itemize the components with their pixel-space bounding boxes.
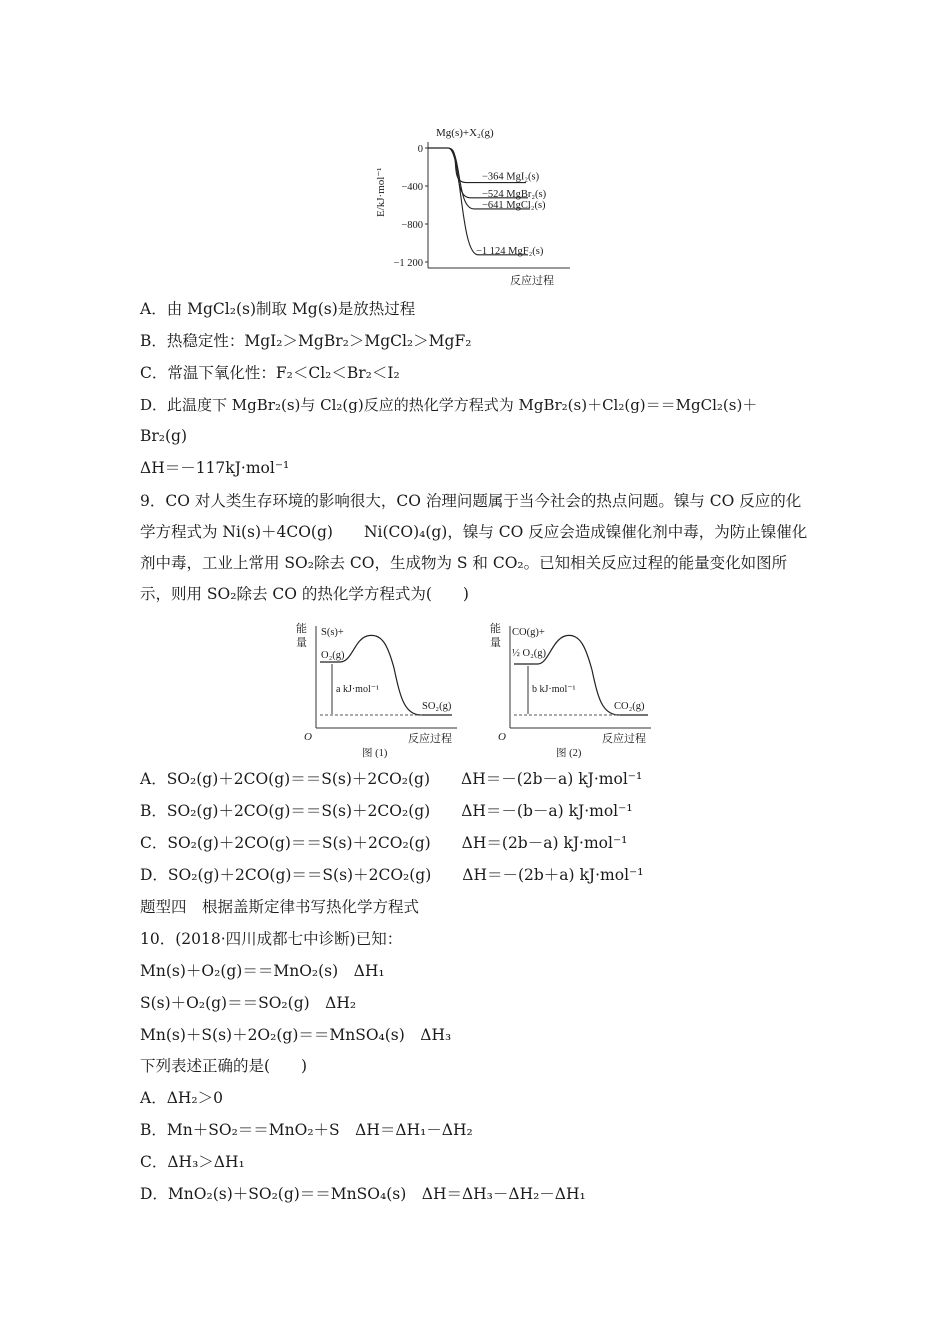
- q10-option-d: D．MnO₂(s)＋SO₂(g)＝＝MnSO₄(s) ΔH＝ΔH₃－ΔH₂－ΔH₁: [140, 1185, 586, 1203]
- fig1-tick-label: −400: [401, 182, 423, 193]
- q9-option-b: B．SO₂(g)＋2CO(g)＝＝S(s)＋2CO₂(g) ΔH＝－(b－a) kJ·mol⁻¹: [140, 802, 633, 820]
- fig1-title: Mg(s)+X₂(g): [436, 127, 494, 139]
- q8-option-c: C．常温下氧化性：F₂＜Cl₂＜Br₂＜I₂: [140, 364, 400, 382]
- fig-a-ylabel-2: 量: [296, 637, 307, 649]
- q10-equation-3: Mn(s)＋S(s)＋2O₂(g)＝＝MnSO₄(s) ΔH₃: [140, 1026, 452, 1044]
- fig-a-reactant-2: O₂(g): [321, 650, 345, 661]
- fig1-curve-label: −524 MgBr₂(s): [482, 188, 547, 200]
- q10-stem: 10．(2018·四川成都七中诊断)已知：: [140, 930, 403, 948]
- section-heading: 题型四 根据盖斯定律书写热化学方程式: [140, 898, 420, 916]
- fig-s-o2-svg: [292, 618, 467, 760]
- fig1-curve-label: −364 MgI₂(s): [482, 171, 540, 183]
- fig1-tick-label: 0: [417, 144, 423, 155]
- q10-option-a: A．ΔH₂＞0: [140, 1089, 223, 1107]
- q10-equation-2: S(s)＋O₂(g)＝＝SO₂(g) ΔH₂: [140, 994, 357, 1012]
- fig-b-energy: b kJ·mol⁻¹: [532, 684, 576, 695]
- q10-option-b: B．Mn＋SO₂＝＝MnO₂＋S ΔH＝ΔH₁－ΔH₂: [140, 1121, 473, 1139]
- fig-a-product: SO₂(g): [422, 701, 452, 712]
- fig-b-product: CO₂(g): [614, 701, 645, 712]
- fig1-tick-label: −1 200: [393, 258, 423, 269]
- q9-option-a: A．SO₂(g)＋2CO(g)＝＝S(s)＋2CO₂(g) ΔH＝－(2b－a) kJ·mol⁻¹: [140, 770, 643, 788]
- fig-co-o2-energy: [486, 618, 661, 760]
- fig-s-o2-energy: [292, 618, 467, 760]
- q10-prompt: 下列表述正确的是( ): [140, 1057, 308, 1075]
- fig-a-caption: 图 (1): [362, 748, 388, 759]
- q8-option-a: A．由 MgCl₂(s)制取 Mg(s)是放热过程: [140, 300, 416, 318]
- fig-b-ylabel-2: 量: [490, 637, 501, 649]
- q9-option-d: D．SO₂(g)＋2CO(g)＝＝S(s)＋2CO₂(g) ΔH＝－(2b＋a) kJ·mol⁻¹: [140, 866, 644, 884]
- fig-b-caption: 图 (2): [556, 748, 582, 759]
- fig1-ticks: [393, 144, 428, 269]
- fig-b-ylabel-1: 能: [490, 623, 501, 635]
- fig-b-reactant-2: ½ O₂(g): [512, 648, 546, 659]
- q8-option-d-line2: Br₂(g): [140, 427, 188, 445]
- fig1-xlabel: 反应过程: [510, 275, 554, 287]
- fig1-tick-label: −800: [401, 220, 423, 231]
- fig-co-o2-svg: [486, 618, 661, 760]
- mg-halide-energy-figure: [370, 122, 590, 292]
- q10-option-c: C．ΔH₃＞ΔH₁: [140, 1153, 245, 1171]
- fig-a-ylabel-1: 能: [296, 623, 307, 635]
- q9-stem: 9．CO 对人类生存环境的影响很大，CO 治理问题属于当今社会的热点问题。镍与 CO 反应的化学方程式为 Ni(s)＋4CO(g) Ni(CO)₄(g)，镍与 CO 反应会造成镍催化剂中毒，为防止镍催化剂中毒，工业上常用 SO₂除去 CO，生成物为 S 和 CO₂。已知相关反应过程的能量变化如图所示，则用 SO₂除去 CO 的热化学方程式为( ): [140, 492, 808, 603]
- mg-halide-energy-svg: [370, 122, 590, 292]
- q8-option-d-line3: ΔH＝－117kJ·mol⁻¹: [140, 459, 290, 477]
- fig-a-origin: O: [304, 731, 312, 743]
- q10-equation-1: Mn(s)＋O₂(g)＝＝MnO₂(s) ΔH₁: [140, 962, 385, 980]
- q8-option-b: B．热稳定性：MgI₂＞MgBr₂＞MgCl₂＞MgF₂: [140, 332, 472, 350]
- fig-b-origin: O: [498, 731, 506, 743]
- fig-a-xlabel: 反应过程: [408, 733, 452, 745]
- fig1-curve-label: −641 MgCl₂(s): [482, 199, 546, 211]
- fig-b-reactant-1: CO(g)+: [512, 627, 545, 638]
- fig-a-reactant-1: S(s)+: [321, 627, 344, 638]
- fig-a-energy: a kJ·mol⁻¹: [336, 684, 379, 695]
- fig1-curves: [428, 148, 547, 257]
- fig1-curve-label: −1 124 MgF₂(s): [476, 245, 544, 257]
- fig1-ylabel: E/kJ·mol⁻¹: [375, 167, 387, 217]
- fig-b-xlabel: 反应过程: [602, 733, 646, 745]
- q8-option-d-line1: D．此温度下 MgBr₂(s)与 Cl₂(g)反应的热化学方程式为 MgBr₂(s)＋Cl₂(g)＝＝MgCl₂(s)＋: [140, 396, 758, 414]
- q9-option-c: C．SO₂(g)＋2CO(g)＝＝S(s)＋2CO₂(g) ΔH＝(2b－a) kJ·mol⁻¹: [140, 834, 628, 852]
